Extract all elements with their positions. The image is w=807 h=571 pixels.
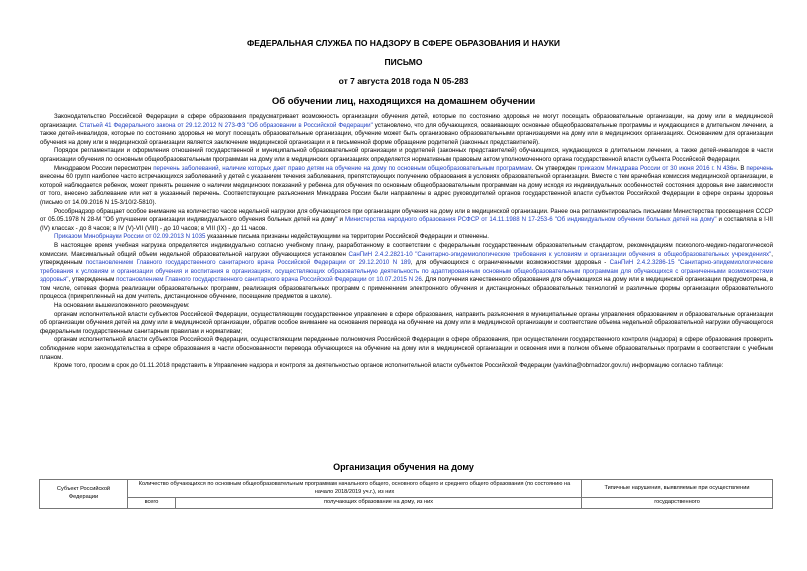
paragraph-4 xyxy=(40,208,773,234)
agency-title: ФЕДЕРАЛЬНАЯ СЛУЖБА ПО НАДЗОРУ В СФЕРЕ ОБРАЗОВАНИЯ И НАУКИ xyxy=(246,38,561,48)
paragraph-text: установлено, что для обучающихся, осваивающих основные общеобразовательные программы и нуждающихся в длительном лечении, а также детей-инвалидов, которые по состоянию здоровья не могут посещать образовательные организации, обучение может быть организовано образовательными организациями на дому или в медицинских организациях. Основанием для организации обучения на дому или в медицинской организации является заключение медицинской организации и в письменной форме обращение родителей (законных представителей). xyxy=(40,121,773,146)
rsfsr-letter-link[interactable]: Министерства народного образования РСФСР от 14.11.1988 N 17-253-6 "Об индивидуальном обучении больных детей на дому" xyxy=(345,216,717,224)
header-violations-cont: государственного xyxy=(582,498,773,509)
paragraph-3 xyxy=(40,165,773,208)
paragraph-text: . В xyxy=(736,164,747,172)
paragraph-text: Законодательство Российской Федерации в сфере образования предусматривает возможность организации обучения детей, которые по состоянию здоровья не могут посещать образовательные организации, на дому или в медицинской организации. xyxy=(40,113,773,129)
header-violations: Типичные нарушения, выявляемые при осуществлении xyxy=(582,480,773,498)
paragraph-text: . Для получения качественного образования для обучающихся на дому или в медицинской организации предусмотрена, в том числе, сетевая форма реализации образовательных программ, реализация образовательных программ с применением электронного обучения и дистанционных образовательных технологий и различные формы организации образовательного процесса (прикрепленный на дом учитель, дистанционное обучение, посещение предметов в школе). xyxy=(40,276,773,301)
law-41-link[interactable]: Статьей 41 Федерального закона от 29.12.2012 N 273-ФЗ "Об образовании в Российской Федерации" xyxy=(79,121,373,129)
list-link[interactable]: перечень xyxy=(746,164,773,172)
letter-body xyxy=(40,113,773,371)
paragraph-text: , для обучающихся с ограниченными возможностями здоровья - xyxy=(410,259,610,267)
subheader-home: получающих образование на дому, из них xyxy=(176,498,582,509)
sanpin-2821-link[interactable]: СанПиН 2.4.2.2821-10 "Санитарно-эпидемиологические требования к условиям и организации обучения в общеобразовательных учреждениях" xyxy=(348,250,772,258)
paragraph-6 xyxy=(40,242,773,302)
paragraph-8: органам исполнительной власти субъектов Российской Федерации, осуществляющим государственное управление в сфере образования, направить разъяснения в муниципальные органы управления образованием и образовательные организации об организации обучения детей на дому или в медицинской организации, обратив особое внимание на основания перевода на обучение на дому или в медицинской организации и соответствие объема недельной образовательной нагрузки обучающегося федеральным государственным санитарным правилам и нормативам; xyxy=(40,310,773,335)
paragraph-text: . Он утвержден xyxy=(531,164,578,172)
order-436n-link[interactable]: приказом Минздрава России от 30 июня 2016 г. N 436н xyxy=(577,164,737,172)
disease-list-link[interactable]: перечень заболеваний, наличие которых дает право детям на обучение на дому по основным общеобразовательным программам xyxy=(153,164,532,172)
table-title: Организация обучения на дому xyxy=(333,462,474,472)
paragraph-2: Порядок регламентации и оформления отношений государственной и муниципальной образовательной организации и родителей (законных представителей) обучающихся, нуждающихся в длительном лечении, а также детей-инвалидов в части организации обучения по основным общеобразовательным программам на дому или в медицинских организациях определяется нормативным правовым актом уполномоченного органа государственной власти субъекта Российской Федерации. xyxy=(40,147,773,163)
paragraph-text: , утвержденным xyxy=(40,250,773,267)
subheader-total: всего xyxy=(128,498,176,509)
paragraph-1 xyxy=(40,113,773,147)
paragraph-text: Рособрнадзор обращает особое внимание на количество часов недельной нагрузки для обучающегося при организации обучения на дому или в медицинской организации. Ранее она регламентировалась письмами Министерства просвещения СССР от 05.05.1978 N 28-М "Об улучшении организации индивидуального обучения больных детей на дому" и xyxy=(40,207,773,224)
paragraph-text: , утвержденным xyxy=(68,276,117,284)
paragraph-text: указанные письма признаны недействующими на территории Российской Федерации и отменены. xyxy=(205,233,489,241)
paragraph-9: органам исполнительной власти субъектов Российской Федерации, осуществляющим переданные полномочия Российской Федерации в сфере образования, при осуществлении государственного контроля (надзора) в сфере образования проверить соблюдение норм законодательства в сфере образования в части обоснованности перевода обучающихся на обучение на дому или в медицинской организации и освоения ими в полном объеме образовательных программ в соответствии с учебным планом. xyxy=(40,336,773,361)
table-subheader-row xyxy=(40,498,773,509)
order-1035-link[interactable]: Приказом Минобрнауки России от 02.09.2013 N 1035 xyxy=(54,233,206,241)
home-schooling-table xyxy=(39,479,773,509)
table-header-row xyxy=(40,480,773,498)
header-students-count: Количество обучающихся по основным общеобразовательным программам начального общего, основного общего и среднего общего образования (по состоянию на начало 2018/2019 уч.г.), из них xyxy=(128,480,582,498)
paragraph-text: Минздравом России пересмотрен xyxy=(54,164,154,172)
sanpin-3286-link[interactable]: СанПиН 2.4.2.3286-15 "Санитарно-эпидемиологические требования к условиям и организации обучения и воспитания в организациях, осуществляющих образовательную деятельность по адаптированным основным общеобразовательным программам для обучающихся с ограниченными возможностями здоровья" xyxy=(40,259,773,284)
header-region: Субъект Российской Федерации xyxy=(40,480,128,509)
resolution-189-link[interactable]: постановлением Главного государственного санитарного врача Российской Федерации от 29.12.2010 N 189 xyxy=(85,259,411,267)
document-type: ПИСЬМО xyxy=(384,57,423,67)
paragraph-text: В настоящее время учебная нагрузка определяется индивидуально согласно учебному плану, разработанному в соответствии с федеральным государственным образовательным стандартом, рекомендациям психолого-медико-педагогической комиссии. Максимальный общий объем недельной образовательной нагрузки обучающихся установлен xyxy=(40,241,773,258)
document-date-number: от 7 августа 2018 года N 05-283 xyxy=(338,76,469,86)
paragraph-5 xyxy=(40,233,773,242)
paragraph-10: Кроме того, просим в срок до 01.11.2018 представить в Управление надзора и контроля за деятельностью органов исполнительной власти субъектов Российской Федерации (yavkina@obrnadzor.gov.ru) информацию согласно таблице: xyxy=(54,362,724,370)
document-subject: Об обучении лиц, находящихся на домашнем обучении xyxy=(271,96,536,107)
paragraph-text: и составляла в I-III (IV) классах - до 8 часов; в IV (V)-VII (VIII) - до 10 часов; в VIII (IX) - до 11 часов. xyxy=(40,216,773,232)
paragraph-7: На основании вышеизложенного рекомендуем: xyxy=(54,302,190,310)
resolution-26-link[interactable]: постановлением Главного государственного санитарного врача Российской Федерации от 10.07.2015 N 26 xyxy=(116,276,422,284)
paragraph-text: внесены 60 групп наиболее часто встречающихся заболеваний у детей с указанием течения заболевания, препятствующих получению образования в условиях образовательной организации. Вместе с тем врачебная комиссия медицинской организации, в которой наблюдается ребенок, может принять решение о наличии медицинских показаний у ребенка для обучения по основным общеобразовательным программам на дому исходя из индивидуальных особенностей состояния здоровья вне зависимости от того, внесено заболевание или нет в указанный перечень. Соответствующие разъяснения Минздрава России были направлены в адрес руководителей органов государственной власти субъектов Российской Федерации в сфере охраны здоровья (письмо от 14.09.2016 N 15-3/10/2-5810). xyxy=(40,173,773,206)
